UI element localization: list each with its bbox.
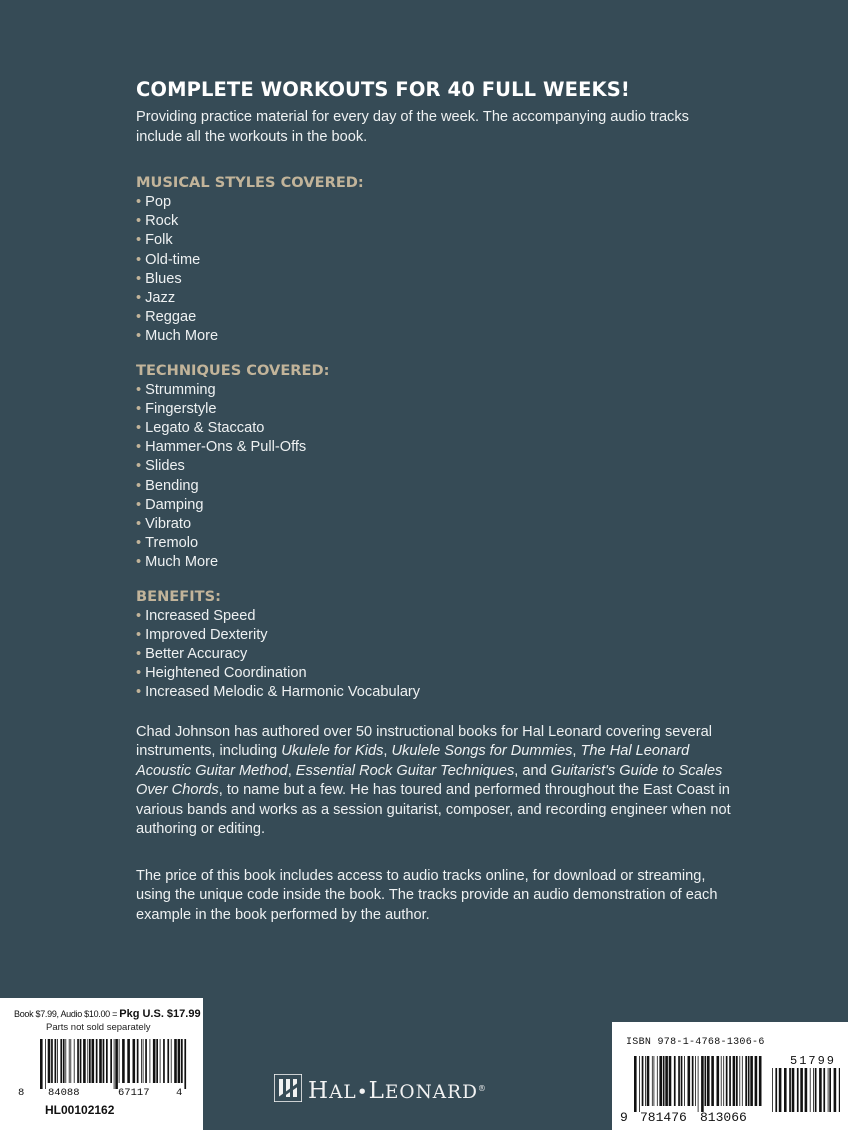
- barcode-bar: [789, 1068, 791, 1112]
- bio-text: ,: [287, 762, 296, 779]
- barcode-bar: [784, 1068, 787, 1112]
- bullet-icon: •: [136, 400, 142, 417]
- barcode-bar: [137, 1039, 139, 1083]
- isbn-addon-digits: 51799: [790, 1054, 837, 1068]
- barcode-bar: [792, 1068, 795, 1112]
- publisher-name: [308, 1078, 487, 1104]
- barcode-bar: [705, 1056, 707, 1106]
- bio-text: ,: [572, 743, 581, 760]
- bullet-icon: •: [136, 646, 142, 663]
- publisher-letters: AL: [329, 1082, 357, 1103]
- price-line: [14, 1008, 201, 1020]
- barcode-bar: [772, 1068, 773, 1112]
- isbn-text: ISBN 978-1-4768-1306-6: [626, 1037, 765, 1048]
- bullet-icon: •: [136, 328, 142, 345]
- list-item: [136, 251, 736, 270]
- barcode-bar: [80, 1039, 82, 1083]
- list-item: [136, 400, 736, 419]
- barcode-bar: [779, 1068, 782, 1112]
- barcode-bar: [127, 1039, 130, 1083]
- barcode-bar: [106, 1039, 108, 1083]
- barcode-bar: [748, 1056, 750, 1106]
- package-price: Pkg U.S. $17.99: [119, 1008, 201, 1020]
- barcode-bar: [110, 1039, 112, 1083]
- barcode-bar: [167, 1039, 169, 1083]
- barcode-bar: [60, 1039, 62, 1083]
- barcode-bar: [40, 1039, 43, 1089]
- bullet-icon: •: [136, 626, 142, 643]
- bullet-icon: •: [136, 477, 142, 494]
- barcode-bar: [48, 1039, 51, 1083]
- barcode-bar: [99, 1039, 102, 1083]
- barcode-bar: [733, 1056, 736, 1106]
- barcode-bar: [115, 1039, 118, 1089]
- list-item-label: Increased Melodic & Harmonic Vocabulary: [145, 684, 421, 701]
- list-item: [136, 645, 736, 664]
- barcode-bar: [87, 1039, 88, 1083]
- list-item-label: Damping: [145, 496, 204, 513]
- section-styles: [136, 174, 736, 347]
- barcode-bar: [92, 1039, 95, 1083]
- bullet-icon: •: [136, 684, 142, 701]
- barcode-bar: [74, 1039, 75, 1083]
- bullet-icon: •: [136, 554, 142, 571]
- barcode-bar: [174, 1039, 177, 1083]
- list-item: [136, 553, 736, 572]
- list-item-label: Bending: [145, 477, 199, 494]
- barcode-bar: [654, 1056, 655, 1106]
- list-item-label: Blues: [145, 270, 182, 287]
- barcode-bar: [153, 1039, 156, 1083]
- list-item: [136, 664, 736, 683]
- list-item-label: Vibrato: [145, 516, 192, 533]
- barcode-bar: [145, 1039, 147, 1083]
- publisher-logo: [274, 1074, 524, 1114]
- barcode-bar: [721, 1056, 722, 1106]
- bullet-icon: •: [136, 420, 142, 437]
- bullet-icon: •: [136, 516, 142, 533]
- barcode-bar: [688, 1056, 691, 1106]
- section-techniques: [136, 362, 736, 573]
- barcode-bar: [813, 1068, 814, 1112]
- publisher-letters: EONARD: [384, 1082, 478, 1103]
- back-cover-content: [136, 78, 736, 925]
- upc-digit-group: 8: [18, 1087, 25, 1099]
- bio-text: ,: [383, 743, 392, 760]
- barcode-bar: [663, 1056, 665, 1106]
- list-item: [136, 438, 736, 457]
- list-item: [136, 457, 736, 476]
- bullet-icon: •: [136, 665, 142, 682]
- barcode-bar: [83, 1039, 86, 1083]
- bullet-icon: •: [136, 251, 142, 268]
- isbn-barcode: [634, 1056, 764, 1112]
- barcode-bar: [639, 1056, 640, 1112]
- list-item: [136, 534, 736, 553]
- isbn-addon-barcode: [772, 1068, 840, 1112]
- headline: COMPLETE WORKOUTS FOR 40 FULL WEEKS!: [136, 78, 630, 101]
- barcode-bar: [692, 1056, 694, 1106]
- book-title: Ukulele Songs for Dummies: [391, 743, 573, 760]
- list-item-label: Slides: [145, 458, 185, 475]
- book-title: The Hal Leonard Acoustic Guitar Method: [136, 743, 690, 779]
- barcode-bar: [634, 1056, 637, 1112]
- price-box: [0, 998, 203, 1130]
- publisher-logo-icon: [274, 1074, 302, 1102]
- isbn-digit-group: 781476: [640, 1110, 687, 1125]
- bullet-icon: •: [136, 270, 142, 287]
- list-item: [136, 193, 736, 212]
- list-item-label: Legato & Staccato: [145, 420, 265, 437]
- list-item-label: Folk: [145, 232, 173, 249]
- barcode-bar: [45, 1039, 46, 1089]
- barcode-bar: [839, 1068, 840, 1112]
- price-breakdown: Book $7.99, Audio $10.00 =: [14, 1009, 120, 1019]
- barcode-bar: [742, 1056, 743, 1106]
- barcode-bar: [834, 1068, 837, 1112]
- barcode-bar: [823, 1068, 825, 1112]
- barcode-bar: [707, 1056, 710, 1106]
- barcode-bar: [51, 1039, 53, 1083]
- intro-paragraph: Providing practice material for every day of the week. The accompanying audio tracks include all the workouts in the book.: [136, 109, 689, 145]
- barcode-bar: [647, 1056, 650, 1106]
- list-item: [136, 381, 736, 400]
- barcode-bar: [797, 1068, 799, 1112]
- barcode-bar: [739, 1056, 740, 1106]
- barcode-bar: [69, 1039, 70, 1083]
- book-title: Ukulele for Kids: [281, 743, 384, 760]
- list-item: [136, 683, 736, 702]
- barcode-bar: [681, 1056, 683, 1106]
- barcode-bar: [736, 1056, 738, 1106]
- barcode-bar: [178, 1039, 181, 1083]
- barcode-bar: [711, 1056, 714, 1106]
- list-item-label: Jazz: [145, 290, 176, 307]
- parts-note: Parts not sold separately: [46, 1022, 151, 1033]
- isbn-digit-group: 9: [620, 1110, 628, 1125]
- barcode-bar: [750, 1056, 753, 1106]
- list-item-label: Increased Speed: [145, 607, 256, 624]
- barcode-bar: [57, 1039, 58, 1083]
- upc-digit-group: 67117: [118, 1087, 150, 1099]
- barcode-bar: [775, 1068, 777, 1112]
- list-item: [136, 626, 736, 645]
- list-item: [136, 477, 736, 496]
- list-item-label: Heightened Coordination: [145, 665, 307, 682]
- upc-barcode: [40, 1039, 188, 1089]
- section-benefits: [136, 588, 736, 703]
- barcode-bar: [701, 1056, 704, 1112]
- list-item: [136, 607, 736, 626]
- barcode-bar: [805, 1068, 808, 1112]
- list-item-label: Old-time: [145, 251, 201, 268]
- barcode-bar: [669, 1056, 672, 1106]
- barcode-bar: [665, 1056, 668, 1106]
- barcode-bar: [800, 1068, 803, 1112]
- bullet-icon: •: [136, 194, 142, 210]
- registered-mark: ®: [477, 1083, 487, 1093]
- list-item-label: Tremolo: [145, 535, 199, 552]
- list-item: [136, 212, 736, 231]
- isbn-box: [612, 1022, 848, 1130]
- barcode-bar: [759, 1056, 762, 1106]
- list-item: [136, 270, 736, 289]
- barcode-bar: [143, 1039, 144, 1083]
- barcode-bar: [163, 1039, 165, 1083]
- barcode-bar: [684, 1056, 685, 1106]
- section-title: MUSICAL STYLES COVERED:: [136, 174, 364, 191]
- list-item: [136, 419, 736, 438]
- barcode-bar: [642, 1056, 644, 1106]
- barcode-bar: [726, 1056, 728, 1106]
- barcode-bar: [141, 1039, 142, 1083]
- barcode-bar: [133, 1039, 136, 1083]
- barcode-bar: [819, 1068, 822, 1112]
- bullet-icon: •: [136, 535, 142, 552]
- bullet-icon: •: [136, 439, 142, 456]
- list-item-label: Much More: [145, 554, 219, 571]
- list-item: [136, 327, 736, 346]
- list-item-label: Improved Dexterity: [145, 626, 268, 643]
- upc-digit-group: 4: [176, 1087, 183, 1099]
- bio-text: , to name but a few. He has toured and performed throughout the East Coast in various bands and works as a session guitarist, composer, and recording engineer when not authoring or editing.: [136, 782, 731, 838]
- barcode-bar: [156, 1039, 158, 1083]
- bullet-icon: •: [136, 232, 142, 249]
- barcode-bar: [652, 1056, 653, 1106]
- list-item-label: Hammer-Ons & Pull-Offs: [145, 439, 307, 456]
- publisher-letter: H: [308, 1078, 330, 1104]
- barcode-bar: [150, 1039, 151, 1083]
- barcode-bar: [103, 1039, 105, 1083]
- book-title: Guitarist's Guide to Scales Over Chords: [136, 762, 723, 799]
- list-item: [136, 496, 736, 515]
- barcode-bar: [657, 1056, 658, 1106]
- barcode-bar: [723, 1056, 724, 1106]
- barcode-bar: [717, 1056, 720, 1106]
- barcode-bar: [89, 1039, 91, 1083]
- barcode-bar: [729, 1056, 731, 1106]
- barcode-bar: [695, 1056, 696, 1106]
- bullet-icon: •: [136, 309, 142, 326]
- barcode-bar: [659, 1056, 662, 1106]
- barcode-bar: [181, 1039, 183, 1083]
- barcode-bar: [645, 1056, 646, 1106]
- barcode-bar: [815, 1068, 817, 1112]
- barcode-bar: [114, 1039, 115, 1089]
- upc-digit-group: 84088: [48, 1087, 80, 1099]
- barcode-bar: [698, 1056, 699, 1112]
- barcode-bar: [70, 1039, 71, 1083]
- bio-text: , and: [514, 762, 551, 779]
- techniques-list: [136, 381, 736, 573]
- bullet-icon: •: [136, 290, 142, 307]
- barcode-bar: [55, 1039, 57, 1083]
- barcode-bar: [65, 1039, 66, 1083]
- barcode-bar: [829, 1068, 831, 1112]
- publisher-letter: L: [368, 1078, 385, 1104]
- list-item: [136, 308, 736, 327]
- barcode-bar: [810, 1068, 811, 1112]
- barcode-bar: [119, 1039, 120, 1083]
- bullet-icon: •: [136, 496, 142, 513]
- list-item-label: Reggae: [145, 309, 197, 326]
- barcode-bar: [96, 1039, 98, 1083]
- author-bio: [136, 723, 736, 840]
- barcode-bar: [184, 1039, 186, 1089]
- list-item-label: Pop: [145, 194, 172, 210]
- barcode-bar: [755, 1056, 758, 1106]
- list-item-label: Better Accuracy: [145, 646, 248, 663]
- list-item-label: Much More: [145, 328, 219, 345]
- barcode-bar: [160, 1039, 161, 1083]
- bio-text: Chad Johnson has authored over 50 instructional books for Hal Leonard covering several instruments, including: [136, 723, 712, 760]
- styles-list: [136, 193, 736, 347]
- benefits-list: [136, 607, 736, 703]
- section-title: BENEFITS:: [136, 587, 221, 605]
- list-item-label: Fingerstyle: [145, 400, 217, 417]
- barcode-bar: [678, 1056, 680, 1106]
- barcode-bar: [63, 1039, 65, 1083]
- barcode-bar: [171, 1039, 172, 1083]
- barcode-bar: [745, 1056, 747, 1106]
- list-item-label: Strumming: [145, 381, 216, 398]
- bullet-icon: •: [136, 458, 142, 475]
- publisher-separator: •: [356, 1082, 369, 1103]
- list-item: [136, 289, 736, 308]
- product-code: HL00102162: [45, 1103, 115, 1117]
- bullet-icon: •: [136, 213, 142, 230]
- audio-note: The price of this book includes access to audio tracks online, for download or streaming, using the unique code inside the book. The tracks provide an audio demonstration of each example in the book performed by the author.: [136, 867, 718, 923]
- list-item: [136, 231, 736, 250]
- barcode-bar: [828, 1068, 829, 1112]
- barcode-bar: [122, 1039, 125, 1083]
- list-item-label: Rock: [145, 213, 179, 230]
- bullet-icon: •: [136, 381, 142, 398]
- book-title: Essential Rock Guitar Techniques: [295, 762, 515, 779]
- list-item: [136, 515, 736, 534]
- isbn-digit-group: 813066: [700, 1110, 747, 1125]
- section-title: TECHNIQUES COVERED:: [136, 361, 330, 379]
- barcode-bar: [77, 1039, 79, 1083]
- barcode-bar: [674, 1056, 676, 1106]
- bullet-icon: •: [136, 607, 142, 624]
